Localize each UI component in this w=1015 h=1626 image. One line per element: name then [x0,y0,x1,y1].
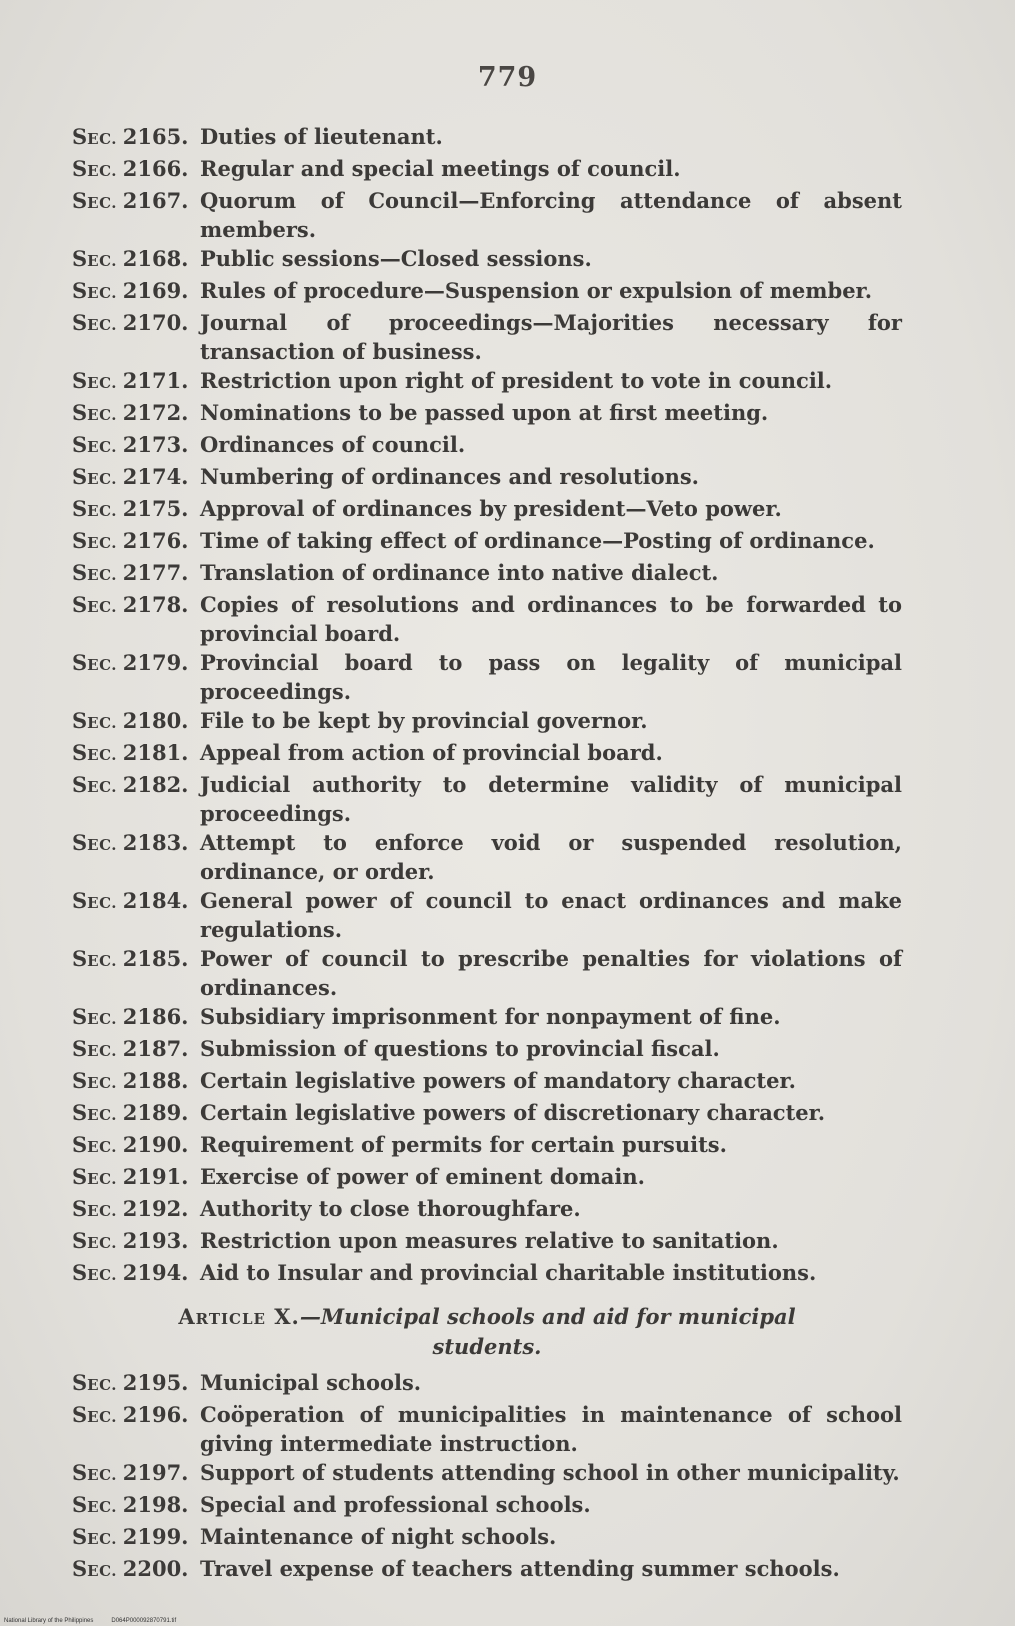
section-number: 2183. [122,830,189,855]
section-title: Special and professional schools. [200,1492,591,1517]
section-prefix-initial: S [72,1556,88,1581]
section-number: 2168. [122,246,189,271]
section-label [72,1130,200,1162]
section-entry [72,462,902,494]
section-prefix-rest: EC. [87,1138,123,1156]
section-label [72,1368,200,1400]
section-prefix-initial: S [72,946,88,971]
section-title: Aid to Insular and provincial charitable institutions. [200,1260,817,1285]
section-label [72,944,200,1002]
scan-footer [4,1618,194,1624]
article-label: Article X. [178,1304,300,1329]
section-title: Judicial authority to determine validity of municipal proceedings. [200,772,902,826]
section-entry [72,886,902,944]
section-prefix-rest: EC. [87,1376,123,1394]
section-prefix-initial: S [72,830,88,855]
section-number: 2171. [122,368,189,393]
section-prefix-rest: EC. [87,438,123,456]
section-prefix-initial: S [72,1492,88,1517]
section-list-before [72,122,902,1290]
section-label [72,1490,200,1522]
page-number: 779 [477,62,538,93]
section-entry [72,1002,902,1034]
section-label [72,1522,200,1554]
section-number: 2195. [122,1370,189,1395]
section-entry [72,1400,902,1458]
section-entry [72,1098,902,1130]
section-title: Time of taking effect of ordinance—Posting of ordinance. [200,528,875,553]
section-title: Power of council to prescribe penalties for violations of ordinances. [200,946,902,1000]
section-entry [72,122,902,154]
section-label [72,154,200,186]
section-title: Appeal from action of provincial board. [200,740,663,765]
section-prefix-initial: S [72,1132,88,1157]
section-label [72,122,200,154]
section-label [72,1098,200,1130]
footer-file-id: D064P000092870791.tif [111,1618,177,1624]
section-prefix-initial: S [72,888,88,913]
section-title: General power of council to enact ordinances and make regulations. [200,888,902,942]
section-prefix-rest: EC. [87,1498,123,1516]
section-number: 2198. [122,1492,189,1517]
section-number: 2182. [122,772,189,797]
section-entry [72,648,902,706]
section-entry [72,1522,902,1554]
section-title: Travel expense of teachers attending summer schools. [200,1556,840,1581]
section-number: 2192. [122,1196,189,1221]
section-prefix-initial: S [72,1004,88,1029]
section-number: 2185. [122,946,189,971]
section-label [72,462,200,494]
section-number: 2173. [122,432,189,457]
section-entry [72,366,902,398]
section-number: 2180. [122,708,189,733]
section-number: 2175. [122,496,189,521]
section-prefix-rest: EC. [87,1562,123,1580]
section-prefix-initial: S [72,1524,88,1549]
section-prefix-rest: EC. [87,1234,123,1252]
section-label [72,398,200,430]
section-title: Quorum of Council—Enforcing attendance of absent members. [200,188,902,242]
section-number: 2174. [122,464,189,489]
section-title: Rules of procedure—Suspension or expulsion of member. [200,278,872,303]
section-number: 2172. [122,400,189,425]
section-label [72,1162,200,1194]
section-prefix-rest: EC. [87,502,123,520]
section-title: Approval of ordinances by president—Veto power. [200,496,782,521]
section-number: 2199. [122,1524,189,1549]
section-prefix-initial: S [72,1068,88,1093]
section-title: Certain legislative powers of mandatory character. [200,1068,796,1093]
section-number: 2196. [122,1402,189,1427]
section-title: Provincial board to pass on legality of municipal proceedings. [200,650,902,704]
section-title: Subsidiary imprisonment for nonpayment of fine. [200,1004,781,1029]
section-entry [72,494,902,526]
section-prefix-rest: EC. [87,1106,123,1124]
section-entry [72,154,902,186]
section-prefix-rest: EC. [87,598,123,616]
section-prefix-rest: EC. [87,194,123,212]
section-label [72,590,200,648]
section-number: 2197. [122,1460,189,1485]
section-prefix-initial: S [72,1370,88,1395]
section-entry [72,1458,902,1490]
section-title: File to be kept by provincial governor. [200,708,648,733]
section-number: 2179. [122,650,189,675]
section-prefix-rest: EC. [87,1202,123,1220]
section-number: 2184. [122,888,189,913]
section-entry [72,276,902,308]
section-number: 2190. [122,1132,189,1157]
section-entry [72,1368,902,1400]
section-entry [72,828,902,886]
section-number: 2188. [122,1068,189,1093]
section-prefix-initial: S [72,432,88,457]
section-entry [72,186,902,244]
section-label [72,526,200,558]
section-prefix-initial: S [72,1260,88,1285]
section-entry [72,1490,902,1522]
section-label [72,1034,200,1066]
section-prefix-initial: S [72,592,88,617]
section-title: Coöperation of municipalities in maintenance of school giving intermediate instruction. [200,1402,902,1456]
section-label [72,828,200,886]
section-entry [72,1066,902,1098]
section-label [72,494,200,526]
section-number: 2178. [122,592,189,617]
section-number: 2200. [122,1556,189,1581]
section-prefix-rest: EC. [87,1266,123,1284]
section-title: Nominations to be passed upon at first meeting. [200,400,769,425]
section-title: Maintenance of night schools. [200,1524,557,1549]
section-entry [72,738,902,770]
section-title: Submission of questions to provincial fiscal. [200,1036,720,1061]
section-title: Support of students attending school in other municipality. [200,1460,900,1485]
section-title: Restriction upon right of president to vote in council. [200,368,833,393]
section-label [72,276,200,308]
section-prefix-initial: S [72,560,88,585]
section-entry [72,1194,902,1226]
section-label [72,1458,200,1490]
section-prefix-rest: EC. [87,252,123,270]
section-prefix-rest: EC. [87,836,123,854]
section-label [72,1194,200,1226]
section-prefix-initial: S [72,1036,88,1061]
section-entry [72,430,902,462]
section-title: Requirement of permits for certain pursuits. [200,1132,727,1157]
section-title: Regular and special meetings of council. [200,156,681,181]
section-number: 2191. [122,1164,189,1189]
section-prefix-rest: EC. [87,1466,123,1484]
section-prefix-initial: S [72,310,88,335]
section-prefix-initial: S [72,400,88,425]
section-entry [72,308,902,366]
section-label [72,244,200,276]
section-prefix-rest: EC. [87,714,123,732]
section-number: 2181. [122,740,189,765]
section-prefix-rest: EC. [87,316,123,334]
section-entry [72,1162,902,1194]
section-label [72,1554,200,1586]
section-title: Translation of ordinance into native dialect. [200,560,719,585]
section-label [72,366,200,398]
section-label [72,308,200,366]
section-prefix-initial: S [72,740,88,765]
section-entry [72,1226,902,1258]
section-title: Authority to close thoroughfare. [200,1196,581,1221]
section-prefix-rest: EC. [87,1530,123,1548]
section-prefix-rest: EC. [87,746,123,764]
section-entry [72,1554,902,1586]
section-prefix-initial: S [72,650,88,675]
section-entry [72,398,902,430]
section-title: Municipal schools. [200,1370,422,1395]
section-number: 2165. [122,124,189,149]
section-number: 2189. [122,1100,189,1125]
section-number: 2186. [122,1004,189,1029]
section-entry [72,1034,902,1066]
section-prefix-initial: S [72,496,88,521]
article-heading [72,1302,902,1362]
section-title: Exercise of power of eminent domain. [200,1164,645,1189]
section-title: Restriction upon measures relative to sanitation. [200,1228,779,1253]
section-number: 2176. [122,528,189,553]
section-title: Certain legislative powers of discretionary character. [200,1100,826,1125]
section-label [72,706,200,738]
section-entry [72,944,902,1002]
section-prefix-rest: EC. [87,470,123,488]
section-number: 2166. [122,156,189,181]
section-prefix-initial: S [72,278,88,303]
section-entry [72,706,902,738]
section-list [72,122,902,1586]
section-prefix-rest: EC. [87,406,123,424]
section-entry [72,590,902,648]
section-prefix-initial: S [72,1228,88,1253]
section-title: Copies of resolutions and ordinances to be forwarded to provincial board. [200,592,902,646]
section-entry [72,1258,902,1290]
section-prefix-rest: EC. [87,130,123,148]
section-title: Attempt to enforce void or suspended resolution, ordinance, or order. [200,830,902,884]
section-prefix-initial: S [72,1164,88,1189]
section-prefix-rest: EC. [87,374,123,392]
footer-library: National Library of the Philippines [4,1618,94,1624]
section-prefix-rest: EC. [87,1010,123,1028]
section-title: Numbering of ordinances and resolutions. [200,464,699,489]
section-label [72,1002,200,1034]
section-entry [72,244,902,276]
section-label [72,430,200,462]
section-prefix-initial: S [72,528,88,553]
section-title: Public sessions—Closed sessions. [200,246,592,271]
section-label [72,738,200,770]
section-prefix-rest: EC. [87,952,123,970]
section-list-after [72,1368,902,1586]
section-entry [72,526,902,558]
article-title: —Municipal schools and aid for municipal students. [299,1304,796,1359]
section-title: Journal of proceedings—Majorities necessary for transaction of business. [200,310,902,364]
section-number: 2193. [122,1228,189,1253]
section-entry [72,558,902,590]
section-label [72,1258,200,1290]
section-prefix-rest: EC. [87,1042,123,1060]
section-prefix-initial: S [72,1100,88,1125]
section-prefix-initial: S [72,156,88,181]
section-number: 2187. [122,1036,189,1061]
section-number: 2167. [122,188,189,213]
section-prefix-rest: EC. [87,1408,123,1426]
section-number: 2194. [122,1260,189,1285]
section-prefix-initial: S [72,464,88,489]
section-label [72,648,200,706]
section-prefix-initial: S [72,708,88,733]
section-entry [72,1130,902,1162]
section-prefix-rest: EC. [87,894,123,912]
section-label [72,1400,200,1458]
section-label [72,558,200,590]
section-prefix-rest: EC. [87,1074,123,1092]
section-prefix-initial: S [72,772,88,797]
section-title: Duties of lieutenant. [200,124,443,149]
section-title: Ordinances of council. [200,432,466,457]
section-label [72,186,200,244]
section-prefix-rest: EC. [87,656,123,674]
section-entry [72,770,902,828]
section-prefix-rest: EC. [87,566,123,584]
section-label [72,770,200,828]
section-number: 2170. [122,310,189,335]
section-number: 2177. [122,560,189,585]
section-prefix-rest: EC. [87,1170,123,1188]
section-prefix-initial: S [72,1460,88,1485]
section-label [72,1066,200,1098]
section-prefix-initial: S [72,188,88,213]
section-prefix-initial: S [72,368,88,393]
section-label [72,1226,200,1258]
section-prefix-initial: S [72,1196,88,1221]
section-number: 2169. [122,278,189,303]
section-prefix-rest: EC. [87,284,123,302]
section-prefix-rest: EC. [87,778,123,796]
section-prefix-initial: S [72,1402,88,1427]
section-label [72,886,200,944]
section-prefix-rest: EC. [87,162,123,180]
section-prefix-rest: EC. [87,534,123,552]
section-prefix-initial: S [72,246,88,271]
section-prefix-initial: S [72,124,88,149]
